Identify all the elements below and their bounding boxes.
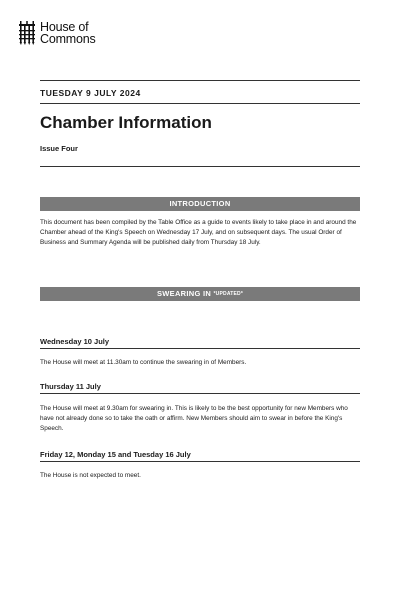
- divider: [40, 166, 360, 167]
- swearing-in-heading-label: SWEARING IN: [156, 289, 212, 298]
- introduction-heading: INTRODUCTION: [40, 197, 360, 211]
- introduction-text: This document has been compiled by the Table Office as a guide to events likely to take place in and around the Chamber ahead of the King's Speech on Wednesday 17 July, and on subsequent days. The usual Order of Business and Summary Agenda will be published daily from Thursday 18 July.: [40, 219, 357, 247]
- portcullis-icon: [17, 21, 37, 45]
- day-text-wednesday: The House will meet at 11.30am to continue the swearing in of Members.: [40, 359, 247, 366]
- day-text-thursday: The House will meet at 9.30am for swearing in. This is likely to be the best opportunity for new Members who have not already done so to take the oath or affirm. New Members should aim to swear in before the King's Speech.: [40, 405, 348, 433]
- day-heading-friday-to-tuesday: Friday 12, Monday 15 and Tuesday 16 July: [40, 450, 360, 462]
- day-heading-thursday: Thursday 11 July: [40, 382, 360, 394]
- page-title: Chamber Information: [40, 113, 212, 132]
- divider: [40, 80, 360, 81]
- logo-line-1: House of: [40, 20, 89, 34]
- day-heading-wednesday: Wednesday 10 July: [40, 337, 360, 349]
- divider: [40, 103, 360, 104]
- document-date: TUESDAY 9 JULY 2024: [40, 88, 141, 98]
- issue-number: Issue Four: [40, 144, 78, 153]
- logo-line-2: Commons: [40, 32, 96, 46]
- updated-tag: *UPDATED*: [213, 291, 244, 297]
- swearing-in-heading: [40, 287, 360, 301]
- house-of-commons-logo: [17, 21, 96, 45]
- day-text-friday-to-tuesday: The House is not expected to meet.: [40, 472, 141, 479]
